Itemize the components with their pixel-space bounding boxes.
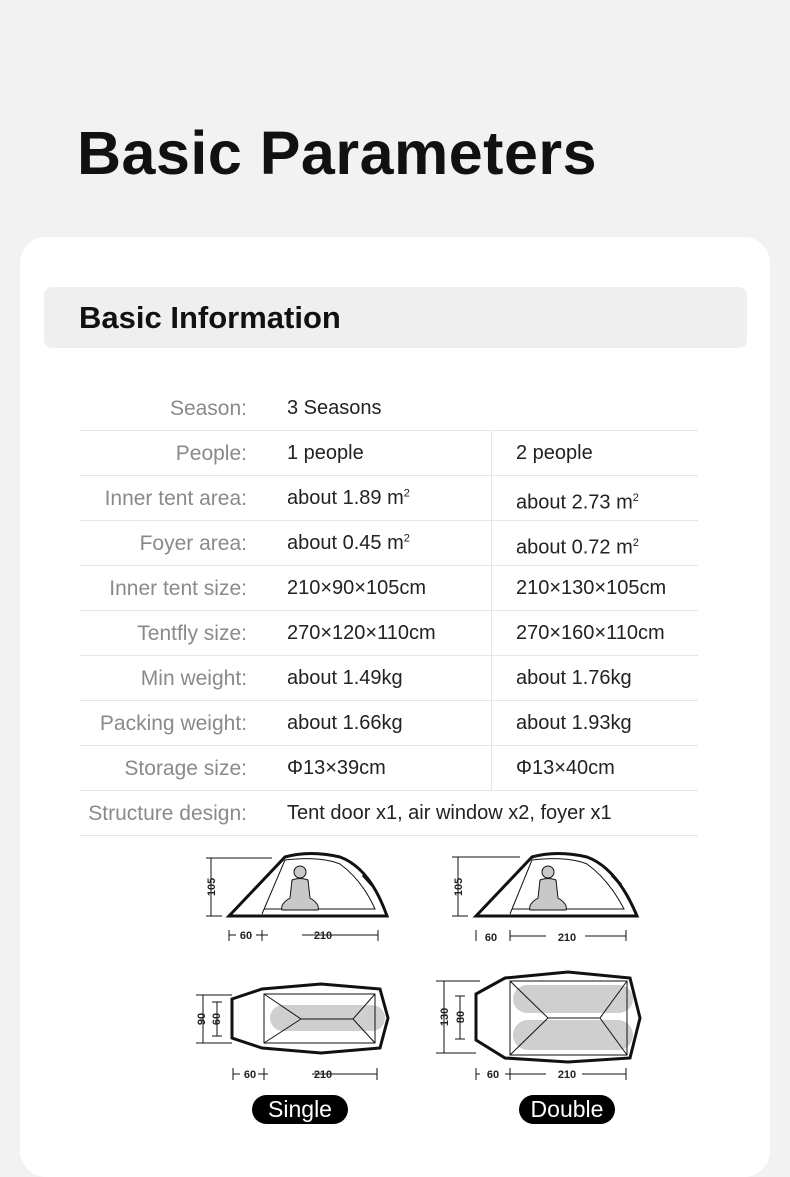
double-value: 2 people <box>491 431 698 475</box>
single-value: about 1.49kg <box>287 667 403 689</box>
outer-width-label: 130 <box>439 1007 451 1027</box>
section-title: Basic Information <box>79 300 341 335</box>
value-text: about 2.73 m <box>516 491 633 514</box>
value-text: about 0.72 m <box>516 536 633 559</box>
unit-sup: 2 <box>403 487 410 500</box>
row-label: Min weight: <box>140 667 247 690</box>
length-label: 210 <box>313 930 333 942</box>
double-top-view <box>436 972 640 1080</box>
row-label: Season: <box>169 397 247 420</box>
row-label: Inner tent area: <box>104 487 247 510</box>
unit-sup: 2 <box>403 532 410 545</box>
row-label: Packing weight: <box>99 712 247 735</box>
double-value: about 1.76kg <box>491 656 698 700</box>
length-label: 210 <box>313 1069 333 1081</box>
foyer-label: 60 <box>243 1069 257 1081</box>
single-side-view <box>206 854 387 942</box>
unit-sup: 2 <box>632 492 639 504</box>
foyer-label: 60 <box>486 1069 500 1081</box>
row-label: People: <box>175 442 247 465</box>
row-label: Foyer area: <box>139 532 247 555</box>
single-value: 270×120×110cm <box>287 622 436 644</box>
single-value: 1 people <box>287 442 364 464</box>
single-value: Φ13×39cm <box>287 757 386 779</box>
single-label-badge: Single <box>252 1095 348 1124</box>
height-label: 105 <box>206 877 218 897</box>
row-label: Inner tent size: <box>109 577 247 600</box>
single-top-view <box>196 984 388 1080</box>
value-text: about 1.89 m <box>287 487 404 509</box>
row-value: Tent door x1, air window x2, foyer x1 <box>287 802 612 824</box>
length-label: 210 <box>557 932 577 944</box>
double-value: 270×160×110cm <box>491 611 698 655</box>
page-title: Basic Parameters <box>77 119 598 187</box>
length-label: 210 <box>557 1069 577 1081</box>
double-value: Φ13×40cm <box>491 746 698 790</box>
value-text: about 0.45 m <box>287 532 404 554</box>
row-label: Tentfly size: <box>137 622 247 645</box>
foyer-label: 60 <box>484 932 498 944</box>
unit-sup: 2 <box>632 537 639 549</box>
single-value: 210×90×105cm <box>287 577 427 599</box>
double-label-badge: Double <box>519 1095 615 1124</box>
double-side-view <box>452 854 637 942</box>
row-label: Structure design: <box>88 802 247 825</box>
double-value: about 1.93kg <box>491 701 698 745</box>
inner-width-label: 60 <box>211 1012 223 1026</box>
double-value: 210×130×105cm <box>491 566 698 610</box>
inner-width-label: 80 <box>455 1010 467 1024</box>
row-value: 3 Seasons <box>287 397 382 419</box>
single-value: about 1.66kg <box>287 712 403 734</box>
row-label: Storage size: <box>124 757 247 780</box>
height-label: 105 <box>453 877 465 897</box>
outer-width-label: 90 <box>196 1012 208 1026</box>
foyer-label: 60 <box>239 930 253 942</box>
